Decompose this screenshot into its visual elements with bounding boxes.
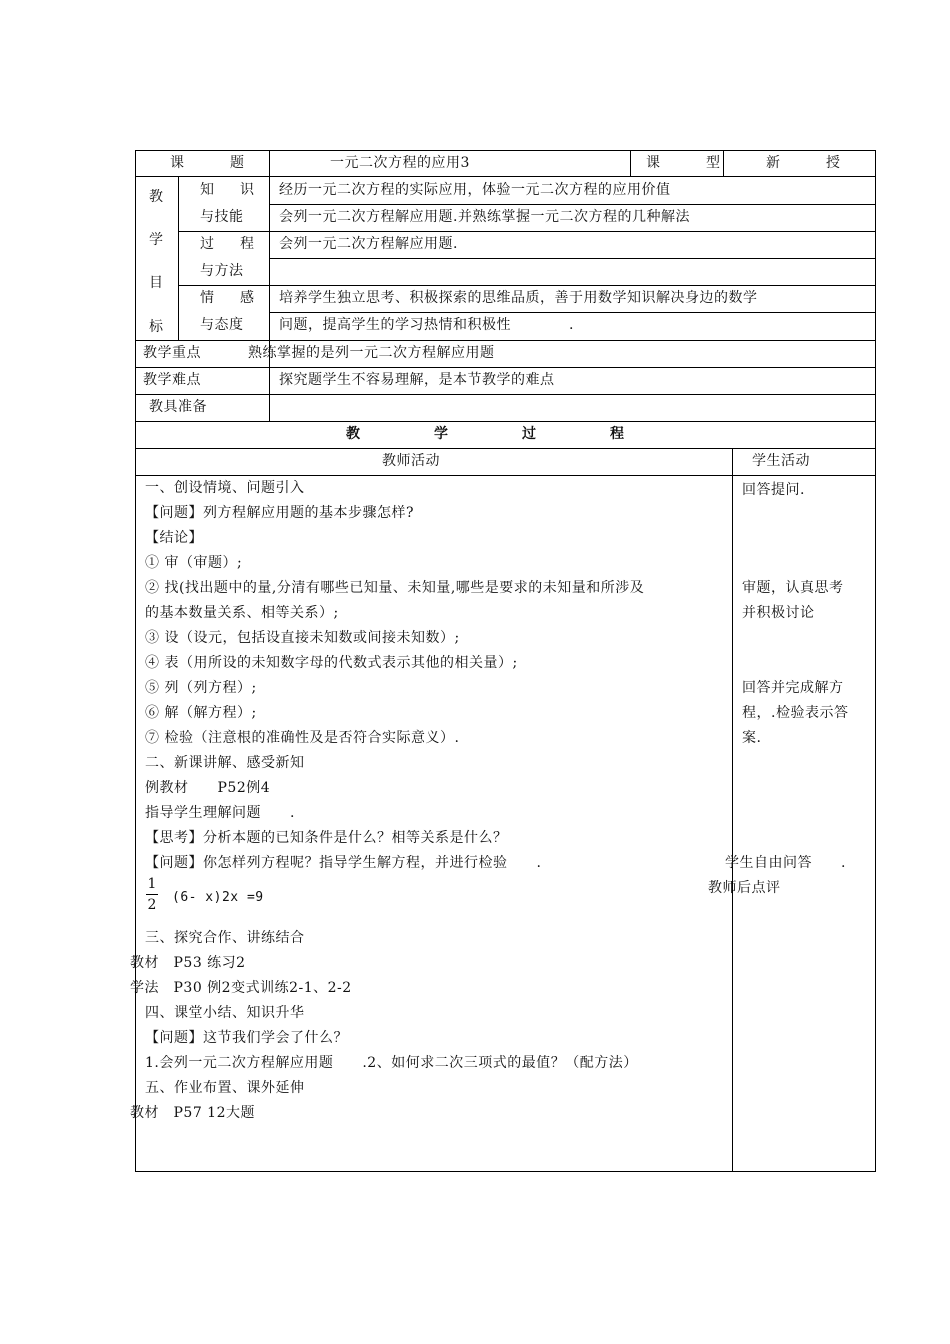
row-divider [135,475,876,476]
teacher-line: 【问题】你怎样列方程呢？指导学生解方程，并进行检验 . [145,855,542,871]
teacher-line: ④ 表（用所设的未知数字母的代数式表示其他的相关量）; [145,655,518,671]
student-line: 程，.检验表示答 [742,705,849,721]
teacher-line: 指导学生理解问题 . [145,805,295,821]
teacher-line: 【结论】 [145,530,203,546]
key-point-label: 教学重点 [143,345,201,361]
row-divider [135,421,876,422]
row-divider [178,231,876,232]
formula-expression: (6- x)2x =9 [172,890,264,905]
key-point-value: 熟练掌握的是列一元二次方程解应用题 [248,345,495,361]
emotion-label-1: 情 感 [200,290,260,306]
knowledge-label-2: 与技能 [200,209,244,225]
teacher-line: 教材 P57 12大题 [130,1105,255,1121]
teacher-line: ⑤ 列（列方程）; [145,680,257,696]
table-border-top [135,150,876,151]
teacher-activity-header: 教师活动 [382,453,440,469]
row-divider [269,204,876,205]
row-divider [135,394,876,395]
student-line: 回答提问. [742,482,805,498]
teacher-line: ⑥ 解（解方程）; [145,705,257,721]
type-value: 新 授 [766,155,846,171]
teacher-line: 三、探究合作、讲练结合 [145,930,305,946]
student-activity-header: 学生活动 [752,453,810,469]
goals-side-label-4: 标 [149,319,164,335]
teacher-line: 四、课堂小结、知识升华 [145,1005,305,1021]
teacher-line: 【问题】这节我们学会了什么？ [145,1030,348,1046]
difficulty-value: 探究题学生不容易理解，是本节教学的难点 [279,372,555,388]
row-divider [135,176,876,177]
goals-side-label-2: 学 [149,232,164,248]
formula-numerator: 1 [147,876,157,892]
teacher-line: 学法 P30 例2变式训练2-1、2-2 [130,980,352,996]
formula-denominator: 2 [147,897,157,913]
student-line: 审题，认真思考 [742,580,844,596]
emotion-line-2: 问题，提高学生的学习热情和积极性 . [279,317,574,333]
difficulty-label: 教学难点 [143,372,201,388]
row-divider [135,340,876,341]
topic-value: 一元二次方程的应用3 [330,155,470,171]
goals-side-label-3: 目 [149,275,164,291]
row-divider [269,312,876,313]
row-divider [135,448,876,449]
emotion-line-1: 培养学生独立思考、积极探索的思维品质，善于用数学知识解决身边的数学 [279,290,758,306]
teacher-line: 【思考】分析本题的已知条件是什么？相等关系是什么？ [145,830,508,846]
teacher-line: ① 审（审题）; [145,555,243,571]
student-line: 学生自由问答 . [725,855,846,871]
student-line: 案. [742,730,762,746]
teacher-line: ⑦ 检验（注意根的准确性及是否符合实际意义）. [145,730,460,746]
student-line: 回答并完成解方 [742,680,844,696]
teacher-line: 1.会列一元二次方程解应用题 .2、如何求二次三项式的最值？（配方法） [145,1055,638,1071]
column-divider [630,150,631,176]
emotion-label-2: 与态度 [200,317,244,333]
table-border-bottom [135,1171,876,1172]
row-divider [135,367,876,368]
process-line-1: 会列一元二次方程解应用题. [279,236,458,252]
tools-label: 教具准备 [149,399,207,415]
teacher-line: 教材 P53 练习2 [130,955,246,971]
table-border-right [875,150,876,1172]
column-divider [732,448,733,1172]
process-label-2: 与方法 [200,263,244,279]
teacher-line: 一、创设情境、问题引入 [145,480,305,496]
teacher-line: ② 找(找出题中的量,分清有哪些已知量、未知量,哪些是要求的未知量和所涉及 [145,580,645,596]
student-line: 并积极讨论 [742,605,815,621]
teacher-line: 例教材 P52例4 [145,780,271,796]
goals-side-label-1: 教 [149,189,164,205]
teacher-line: 五、作业布置、课外延伸 [145,1080,305,1096]
student-line: 教师后点评 [708,880,781,896]
teacher-line: ③ 设（设元，包括设直接未知数或间接未知数）; [145,630,460,646]
row-divider [269,258,876,259]
column-divider [178,176,179,340]
teacher-line: 【问题】列方程解应用题的基本步骤怎样? [145,505,415,521]
teacher-line: 的基本数量关系、相等关系）; [145,605,339,621]
process-title: 教 学 过 程 [346,426,654,442]
knowledge-label-1: 知 识 [200,182,260,198]
topic-label: 课 题 [170,155,250,171]
table-border-left [135,150,136,1172]
knowledge-line-1: 经历一元二次方程的实际应用，体验一元二次方程的应用价值 [279,182,671,198]
type-label: 课 型 [646,155,726,171]
formula-fraction [146,876,158,913]
row-divider [178,285,876,286]
teacher-line: 二、新课讲解、感受新知 [145,755,305,771]
process-label-1: 过 程 [200,236,260,252]
fraction-bar [146,894,158,895]
column-divider [269,150,270,421]
knowledge-line-2: 会列一元二次方程解应用题.并熟练掌握一元二次方程的几种解法 [279,209,690,225]
